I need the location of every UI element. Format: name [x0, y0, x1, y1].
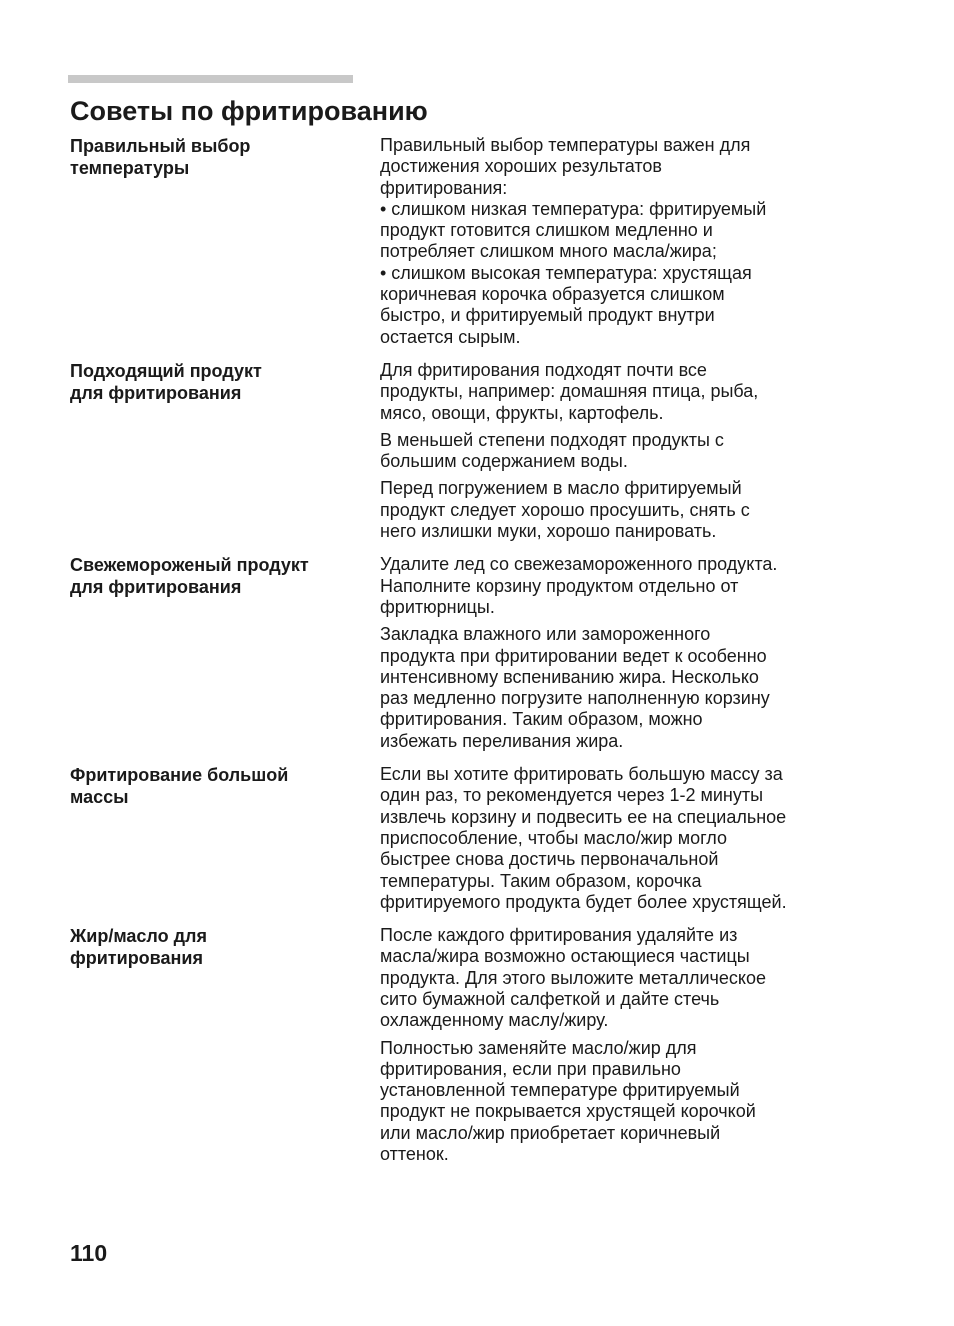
- section-label: Жир/масло для фритирования: [70, 926, 207, 969]
- section-paragraph: Если вы хотите фритировать большую массу за один раз, то рекомендуется через 1-2 минуты извлечь корзину и подвесить ее на специальное приспособление, чтобы масло/жир могло быстрее снова достичь первоначальной температуры. Таким образом, корочка фритируемого продукта будет более хрустящей.: [380, 764, 787, 912]
- section-suitable-product: [70, 360, 870, 548]
- section-large-mass: [70, 764, 870, 919]
- section-paragraph: После каждого фритирования удаляйте из масла/жира возможно остающиеся частицы продукта. Для этого выложите металлическое сито бумажной салфеткой и дайте стечь охлажденному маслу/жиру.: [380, 925, 767, 1031]
- section-paragraph: Удалите лед со свежезамороженного продукта. Наполните корзину продуктом отдельно от фритюрницы.: [380, 554, 778, 617]
- section-label: Фритирование большой массы: [70, 765, 289, 808]
- section-label: Правильный выбор температуры: [70, 136, 251, 178]
- section-label: Подходящий продукт для фритирования: [70, 360, 262, 403]
- section-temperature: [70, 135, 870, 354]
- section-fat-oil: [70, 925, 870, 1171]
- section-paragraph: В меньшей степени подходят продукты с большим содержанием воды.: [380, 429, 724, 472]
- section-paragraph: Правильный выбор температуры важен для достижения хороших результатов фритирования: • слишком низкая температура: фритируемый продукт готовится слишком медленно и потребляет слишком много масла/жира; • слишком высокая температура: хрустящая коричневая корочка образуется слишком быстро, и фритируемый продукт внутри остается сырым.: [380, 135, 767, 347]
- section-paragraph: Перед погружением в масло фритируемый продукт следует хорошо просушить, снять с него излишки муки, хорошо панировать.: [380, 478, 750, 542]
- section-body: [380, 764, 870, 919]
- section-body: [380, 925, 870, 1171]
- section-paragraph: Для фритирования подходят почти все продукты, например: домашняя птица, рыба, мясо, овощи, фрукты, картофель.: [380, 359, 759, 423]
- section-frozen-product: [70, 554, 870, 758]
- header-rule: [68, 75, 353, 83]
- section-body: [380, 135, 870, 354]
- section-body: [380, 554, 870, 758]
- section-body: [380, 360, 870, 548]
- tips-sections: [70, 135, 870, 1177]
- page-title: Советы по фритированию: [70, 96, 428, 126]
- section-paragraph: Полностью заменяйте масло/жир для фритирования, если при правильно установленной температуре фритируемый продукт не покрывается хрустящей корочкой или масло/жир приобретает коричневый оттенок.: [380, 1037, 756, 1165]
- section-label: Свежемороженый продукт для фритирования: [70, 555, 309, 598]
- section-paragraph: Закладка влажного или замороженного продукта при фритировании ведет к особенно интенсивному вспениванию жира. Несколько раз медленно погрузите наполненную корзину фритирования. Таким образом, можно избежать переливания жира.: [380, 624, 770, 751]
- page-number: 110: [70, 1240, 108, 1266]
